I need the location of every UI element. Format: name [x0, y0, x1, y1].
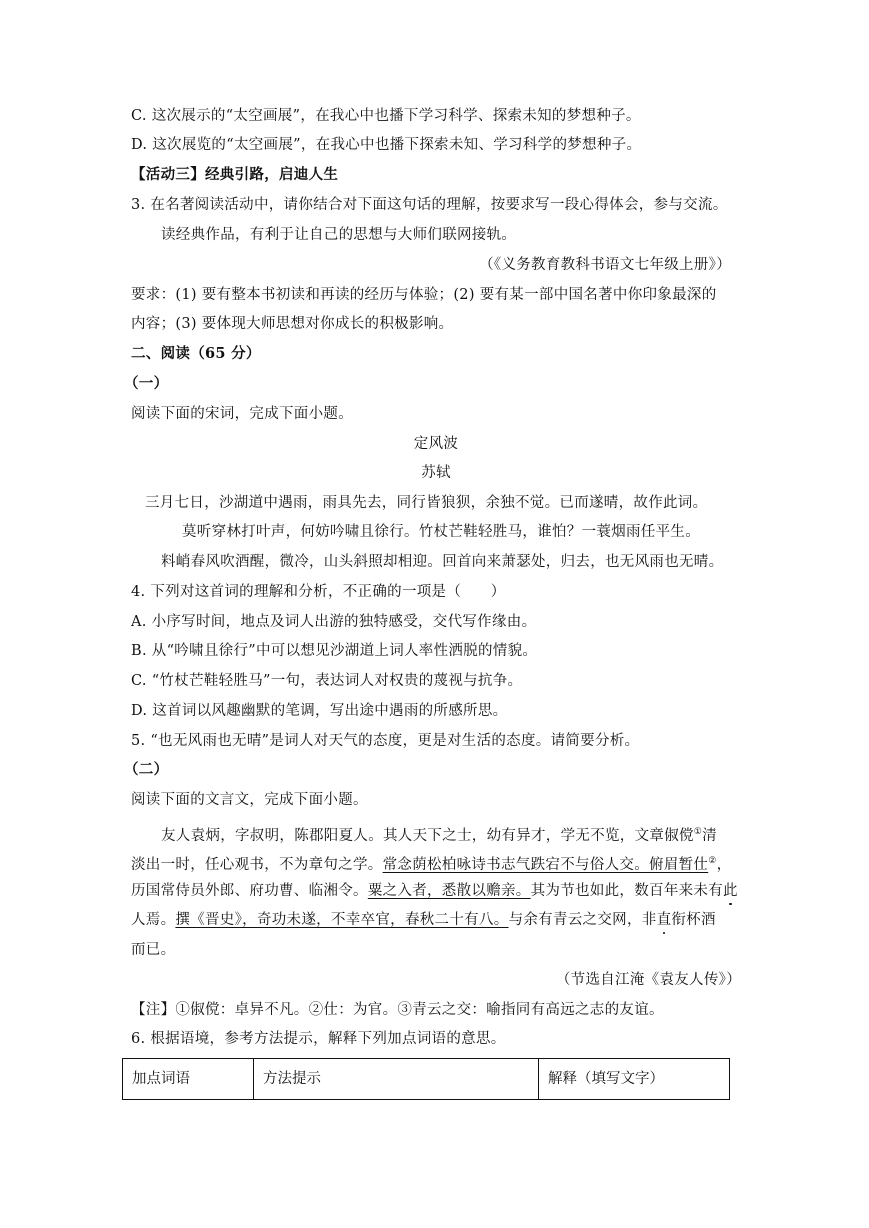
table-row [123, 1059, 730, 1100]
section2-title: 二、阅读（65 分） [131, 345, 261, 362]
underlined-sentence: 俯眉暂仕 [649, 856, 709, 873]
q4-option-c: C. “竹杖芒鞋轻胜马”一句，表达词人对权贵的蔑视与抗争。 [131, 673, 523, 689]
passage-text: 淡出一时，任心观书，不为章句之学。 [131, 856, 383, 873]
passage-text: 衔杯酒 [671, 912, 716, 928]
table-header-cell: 解释（填写文字） [539, 1059, 730, 1100]
q3-requirements-line2: 内容；(3) 要体现大师思想对你成长的积极影响。 [131, 316, 454, 332]
part1-intro: 阅读下面的宋词，完成下面小题。 [131, 406, 353, 422]
passage-line1 [161, 822, 771, 846]
passage-text: 其为节也如此，数百年来未有 [530, 883, 724, 899]
passage-text: 友人袁炳，字叔明，陈郡阳夏人。其人天下之士，幼有异才，学无不览，文章俶傥 [161, 827, 694, 844]
q4-option-a: A. 小序写时间，地点及词人出游的独特感受，交代写作缘由。 [131, 614, 537, 630]
passage-line3 [131, 881, 741, 901]
q4-option-d: D. 这首词以风趣幽默的笔调，写出途中遇雨的所感所思。 [131, 703, 508, 719]
activity3-title: 【活动三】经典引路，启迪人生 [131, 166, 339, 183]
passage-line2 [131, 851, 741, 875]
passage-notes: 【注】①俶傥：卓异不凡。②仕：为官。③青云之交：喻指同有高远之志的友谊。 [131, 1002, 664, 1018]
q4-stem: 4. 下列对这首词的理解和分析，不正确的一项是（ ） [131, 584, 506, 600]
passage-source: （节选自江淹《袁友人传》） [555, 972, 741, 988]
underlined-sentence: 撰《晋史》，奇功未遂，不幸卒官，春秋二十有八。 [175, 912, 509, 928]
part2-label: （二） [124, 761, 169, 778]
q3-stem: 3. 在名著阅读活动中，请你结合对下面这句话的理解，按要求写一段心得体会，参与交流。 [131, 197, 728, 213]
part1-label: （一） [124, 375, 169, 392]
dotted-word: 此 [723, 883, 738, 899]
q3-quote: 读经典作品，有利于让自己的思想与大师们联网接轨。 [161, 227, 517, 243]
table-header-cell: 加点词语 [123, 1059, 254, 1100]
passage-text: 与余有青云之交网，非 [508, 912, 657, 928]
q5-stem: 5. “也无风雨也无晴”是词人对天气的态度，更是对生活的态度。请简要分析。 [131, 733, 640, 749]
passage-text: 历国常侍员外郎、府功曹、临湘令。 [131, 883, 368, 899]
underlined-sentence: 粟之入者，悉散以赡亲。 [367, 883, 531, 899]
note-mark: ① [693, 827, 703, 837]
table-header-cell: 方法提示 [254, 1059, 539, 1100]
q3-source: （《义务教育教科书语文七年级上册》） [479, 257, 731, 273]
passage-line4 [131, 910, 741, 930]
q6-answer-table [122, 1058, 730, 1100]
q2-option-d: D. 这次展览的“太空画展”，在我心中也播下探索未知、学习科学的梦想种子。 [131, 137, 642, 153]
dotted-word: 直 [656, 912, 672, 928]
q2-option-c: C. 这次展示的“太空画展”，在我心中也播下学习科学、探索未知的梦想种子。 [131, 108, 641, 124]
passage-text: 清 [702, 827, 717, 844]
note-mark: ② [708, 856, 717, 866]
passage-text: ， [716, 856, 732, 873]
poem-title: 定风波 [413, 436, 459, 452]
passage-text: 人焉。 [131, 912, 176, 928]
q3-requirements-line1: 要求：(1) 要有整本书初读和再读的经历与体验；(2) 要有某一部中国名著中你印象最深的 [131, 287, 717, 303]
passage-line5: 而已。 [131, 942, 176, 958]
q4-option-b: B. 从“吟啸且徐行”中可以想见沙湖道上词人率性洒脱的情貌。 [131, 643, 538, 659]
q6-stem: 6. 根据语境，参考方法提示，解释下列加点词语的意思。 [131, 1031, 506, 1047]
poem-verse1: 莫听穿林打叶声，何妨吟啸且徐行。竹杖芒鞋轻胜马，谁怕？一蓑烟雨任平生。 [182, 524, 700, 540]
underlined-sentence: 常念荫松柏咏诗书志气跌宕不与俗人交。 [382, 856, 650, 873]
poem-author: 苏轼 [421, 465, 451, 481]
part2-intro: 阅读下面的文言文，完成下面小题。 [131, 792, 368, 808]
poem-preface: 三月七日，沙湖道中遇雨，雨具先去，同行皆狼狈，余独不觉。已而遂晴，故作此词。 [145, 495, 708, 511]
poem-verse2: 料峭春风吹酒醒，微冷，山头斜照却相迎。回首向来萧瑟处，归去，也无风雨也无晴。 [161, 554, 724, 570]
